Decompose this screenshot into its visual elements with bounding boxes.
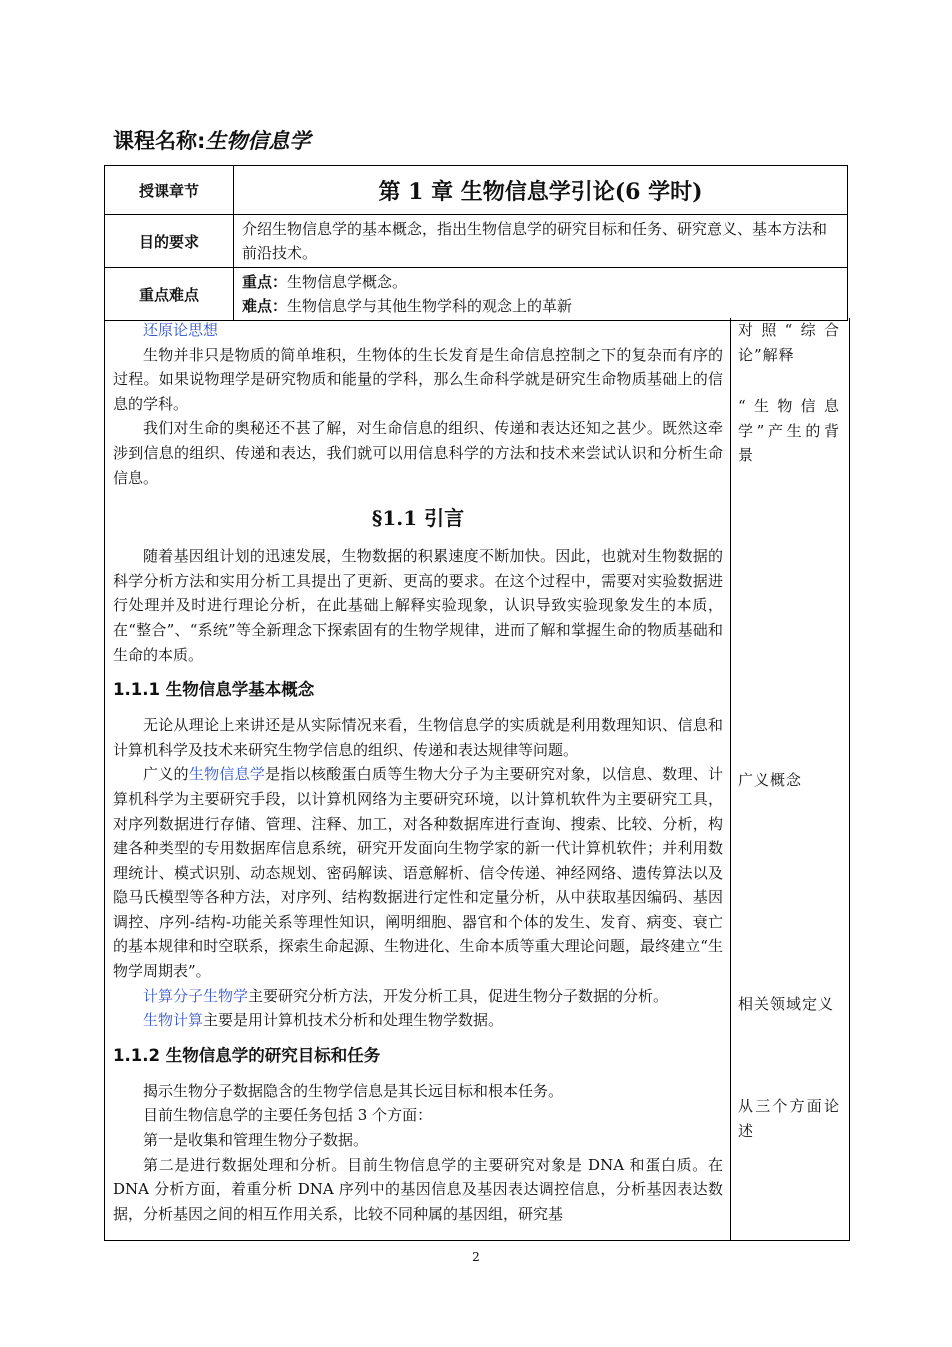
- key-cell: [234, 268, 848, 321]
- biocomputing-link[interactable]: 生物计算: [143, 1011, 204, 1030]
- header-table: [104, 165, 848, 321]
- computational-molbio-link[interactable]: 计算分子生物学: [143, 986, 249, 1005]
- p5-post: 是指以核酸蛋白质等生物大分子为主要研究对象，以信息、数理、计算机科学为主要研究手段，以计算机网络为主要研究环境，以计算机软件为主要研究工具，对序列数据进行存储、管理、注释、加工，对各种数据库进行查询、搜索、比较、分析，构建各种类型的专用数据库信息系统，研究开发面向生物学家的新一代计算机软件；并利用数理统计、模式识别、动态规划、密码解读、语意解析、信令传递、神经网络、遗传算法以及隐马氏模型等各种方法，对序列、结构数据进行定性和定量分析，从中获取基因编码、基因调控、序列-结构-功能关系等理性知识，阐明细胞、器官和个体的发生、发育、病变、衰亡的基本规律和时空联系，探索生命起源、生物进化、生命本质等重大理论问题，最终建立“生物学周期表”。: [113, 765, 723, 981]
- reductionism-link[interactable]: 还原论思想: [143, 321, 219, 339]
- section-title: §1.1 引言: [371, 506, 465, 531]
- p5-pre: 广义的: [143, 765, 189, 784]
- course-label: 课程名称:: [113, 129, 206, 153]
- paragraph-1: 生物并非只是物质的简单堆积，生物体的生长发育是生命信息控制之下的复杂而有序的过程。如果说物理学是研究物质和能量的学科，那么生命科学就是研究生命物质基础上的信息的学科。: [113, 345, 723, 413]
- paragraph-5: [113, 762, 723, 983]
- key-label: 重点难点: [105, 268, 234, 321]
- chapter-label: 授课章节: [105, 166, 234, 215]
- course-title: [113, 125, 310, 155]
- p6-post: 主要研究分析方法，开发分析工具，促进生物分子数据的分析。: [248, 986, 669, 1005]
- side-note-1: 对照“综合论”解释: [738, 321, 840, 364]
- side-note-3: 广义概念: [738, 771, 803, 789]
- paragraph-2: 我们对生命的奥秘还不甚了解，对生命信息的组织、传递和表达还知之甚少。既然这牵涉到信息的组织、传递和表达，我们就可以用信息科学的方法和技术来尝试认识和分析生命信息。: [113, 419, 723, 487]
- course-name: 生物信息学: [205, 128, 311, 153]
- bioinformatics-link[interactable]: 生物信息学: [188, 765, 266, 784]
- side-note-5: 从三个方面论述: [738, 1097, 840, 1140]
- side-note-2: “生物信息学”产生的背景: [738, 397, 840, 465]
- paragraph-10: 第一是收集和管理生物分子数据。: [143, 1131, 369, 1150]
- key-point-label: 重点：: [242, 273, 288, 291]
- subsection-1-title: 1.1.1 生物信息学基本概念: [113, 680, 315, 700]
- paragraph-11: 第二是进行数据处理和分析。目前生物信息学的主要研究对象是 DNA 和蛋白质。在 DNA 分析方面，着重分析 DNA 序列中的基因信息及基因表达调控信息，分析基因表达数据，分析基因之间的相互作用关系，比较不同种属的基因组，研究基: [113, 1155, 723, 1223]
- column-divider: [730, 318, 731, 1240]
- key-point-text: 生物信息学概念。: [287, 273, 408, 291]
- paragraph-9: 目前生物信息学的主要任务包括 3 个方面：: [143, 1106, 433, 1125]
- p7-post: 主要是用计算机技术分析和处理生物学数据。: [203, 1011, 504, 1030]
- paragraph-4: 无论从理论上来讲还是从实际情况来看，生物信息学的实质就是利用数理知识、信息和计算机科学及技术来研究生物学信息的组织、传递和表达规律等问题。: [113, 716, 723, 759]
- paragraph-3: 随着基因组计划的迅速发展，生物数据的积累速度不断加快。因此，也就对生物数据的科学分析方法和实用分析工具提出了更新、更高的要求。在这个过程中，需要对实验数据进行处理并及时进行理论分析，在此基础上解释实验现象，认识导致实验现象发生的本质，在“整合”、“系统”等全新理念下探索固有的生物学规律，进而了解和掌握生命的物质基础和生命的本质。: [113, 547, 723, 664]
- page-number: 2: [472, 1250, 480, 1264]
- chapter-title: 第 1 章 生物信息学引论(6 学时): [234, 166, 848, 215]
- difficulty-label: 难点：: [242, 297, 288, 315]
- goal-text: 介绍生物信息学的基本概念，指出生物信息学的研究目标和任务、研究意义、基本方法和前沿技术。: [234, 215, 848, 268]
- paragraph-7: [113, 1008, 723, 1033]
- paragraph-6: [113, 984, 723, 1009]
- difficulty-text: 生物信息学与其他生物学科的观念上的革新: [287, 297, 573, 315]
- side-note-4: 相关领域定义: [738, 995, 835, 1013]
- paragraph-8: 揭示生物分子数据隐含的生物学信息是其长远目标和根本任务。: [143, 1081, 564, 1100]
- main-column: [113, 318, 723, 1226]
- goal-label: 目的要求: [105, 215, 234, 268]
- subsection-2-title: 1.1.2 生物信息学的研究目标和任务: [113, 1045, 381, 1065]
